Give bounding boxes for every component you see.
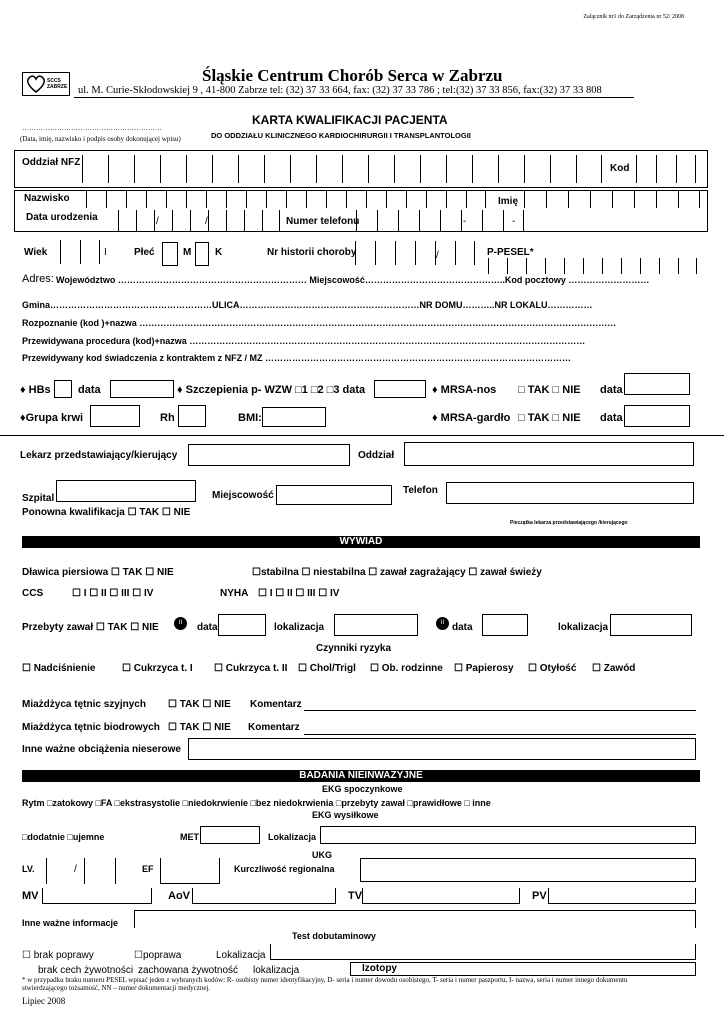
plec-m-box[interactable] — [162, 242, 178, 266]
inne-obciazenia-label: Inne ważne obciążenia nieserowe — [22, 744, 181, 755]
hbs-date-box[interactable] — [110, 380, 174, 398]
logo-text: SCCS ZABRZE — [47, 78, 68, 90]
miazdzyca-szyjnych-label: Miażdżyca tętnic szyjnych — [22, 699, 146, 710]
ekg-lokalizacja-box[interactable] — [320, 826, 696, 844]
hospital-logo — [22, 72, 70, 96]
ponowna-kwalifikacja[interactable]: Ponowna kwalifikacja ☐ TAK ☐ NIE — [22, 507, 191, 518]
ukg-label: UKG — [312, 850, 332, 860]
institution-address: ul. M. Curie-Skłodowskiej 9 , 41-800 Zabrze tel: (32) 37 33 664, fax: (32) 37 33 786 ; tel:(32) 37 33 856, fax:(32) 37 33 808 — [78, 85, 602, 96]
risk-nadcisnienie[interactable]: ☐ Nadciśnienie — [22, 663, 96, 674]
form-title: KARTA KWALIFIKACJI PACJENTA — [252, 113, 448, 127]
badania-header: BADANIA NIEINWAZYJNE — [22, 770, 700, 782]
mrsa-nos-options[interactable]: □ TAK □ NIE — [518, 384, 581, 396]
inne-informacje-box[interactable] — [134, 910, 696, 928]
mrsa-nos-date-box[interactable] — [624, 373, 690, 395]
ekg-wysilkowe-label: EKG wysiłkowe — [312, 810, 379, 820]
pesel-cells[interactable] — [488, 258, 700, 274]
plec-label: Płeć — [134, 247, 155, 258]
ccs-label: CCS — [22, 588, 44, 599]
mrsa-gardlo-date-box[interactable] — [624, 405, 690, 427]
imie-label: Imię — [498, 196, 519, 207]
oddzial-label: Oddział — [358, 450, 395, 461]
izotopy-label: Izotopy — [362, 963, 397, 974]
imie-cells[interactable] — [524, 190, 700, 208]
komentarz-line-2[interactable] — [304, 734, 696, 735]
czynniki-ryzyka: Czynniki ryzyka — [316, 643, 392, 654]
lekarz-label: Lekarz przedstawiający/kierujący — [20, 450, 178, 461]
szczepienia-label: ♦ Szczepienia p- WZW □1 □2 □3 data — [177, 384, 366, 396]
miejscowosc-box[interactable] — [276, 485, 392, 505]
zawal2-date-box[interactable] — [482, 614, 528, 636]
mrsa-gardlo-data-label: data — [600, 412, 623, 424]
k-label: K — [215, 247, 223, 258]
zawal-lokalizacja-label: lokalizacja — [274, 622, 325, 633]
lv-cells[interactable] — [46, 858, 116, 884]
data-urodzenia-label: Data urodzenia — [26, 212, 98, 223]
brak-poprawy[interactable]: ☐ brak poprawy — [22, 950, 94, 961]
hbs-label: ♦ HBs — [20, 384, 51, 396]
risk-chol[interactable]: ☐ Chol/Trigl — [298, 663, 356, 674]
mrsa-gardlo-options[interactable]: □ TAK □ NIE — [518, 412, 581, 424]
zawal-lokalizacja-box[interactable] — [334, 614, 418, 636]
dobutamina-lokalizacja-label: Lokalizacja — [216, 950, 266, 961]
hbs-data-label: data — [78, 384, 101, 396]
pv-box[interactable] — [548, 888, 696, 904]
pv-label: PV — [532, 890, 547, 902]
kurczliwosc-label: Kurczliwość regionalna — [234, 864, 335, 874]
szpital-label: Szpital — [22, 493, 55, 504]
dlawica-type[interactable]: ☐stabilna ☐ niestabilna ☐ zawał zagrażający ☐ zawał świeży — [252, 567, 542, 578]
nr-historii-cells[interactable] — [355, 241, 475, 265]
bmi-box[interactable] — [262, 407, 326, 427]
poprawa[interactable]: ☐poprawa — [134, 950, 182, 961]
adres-label: Adres: — [22, 273, 54, 285]
mrsa-gardlo-label: ♦ MRSA-gardło — [432, 412, 511, 424]
risk-cukrzyca-1[interactable]: ☐ Cukrzyca t. I — [122, 663, 193, 674]
kod-swiadczenia-line[interactable]: Przewidywany kod świadczenia z kontraktem z NFZ / MZ ………………………………………………………………………………………… — [22, 353, 572, 363]
wiek-label: Wiek — [24, 247, 48, 258]
rytm-options[interactable]: Rytm □zatokowy □FA □ekstrasystolie □niedokrwienie □bez niedokrwienia □przebyty zawał □prawidłowe □ inne — [22, 798, 491, 808]
address-line-1[interactable]: Województwo ……………………………………………………… Miejscowość………………………………………..Kod pocztowy ……………………… — [56, 275, 650, 285]
ppesel-label: P-PESEL* — [487, 247, 534, 258]
dobutamina-lokalizacja-box[interactable] — [270, 944, 696, 960]
miejscowosc-label: Miejscowość — [212, 490, 274, 501]
lekarz-box[interactable] — [188, 444, 350, 466]
attachment-note: Załącznik nr1 do Zarządzenia nr 52/ 2008 — [583, 14, 684, 20]
zawal-date-box[interactable] — [218, 614, 266, 636]
nr-historii-label: Nr historii choroby — [267, 247, 357, 258]
ef-label: EF — [142, 864, 154, 874]
test-dobutaminowy-label: Test dobutaminowy — [292, 931, 376, 941]
tv-box[interactable] — [362, 888, 520, 904]
telefon-box[interactable] — [446, 482, 694, 504]
met-box[interactable] — [200, 826, 260, 844]
zawal2-data-label: data — [452, 622, 473, 633]
telefon-label: Telefon — [403, 485, 438, 496]
form-subtitle: DO ODDZIAŁU KLINICZNEGO KARDIOCHIRURGII I TRANSPLANTOLOGII — [211, 131, 471, 140]
rh-box[interactable] — [178, 405, 206, 427]
lv-label: LV. — [22, 864, 35, 874]
komentarz-label-2: Komentarz — [248, 722, 300, 733]
mv-label: MV — [22, 890, 39, 902]
met-label: MET — [180, 832, 199, 842]
mrsa-nos-label: ♦ MRSA-nos — [432, 384, 497, 396]
institution-name: Śląskie Centrum Chorób Serca w Zabrzu — [202, 66, 503, 85]
bmi-label: BMI: — [238, 412, 262, 424]
procedura-line[interactable]: Przewidywana procedura (kod)+nazwa …………………………………………………………………………………………………………………… — [22, 336, 586, 346]
heart-icon — [25, 74, 47, 94]
izotopy-lokalizacja-label: lokalizacja — [253, 965, 300, 976]
hbs-box[interactable] — [54, 380, 72, 398]
m-label: M — [183, 247, 192, 258]
address-line-2[interactable]: Gmina………………………………………………ULICA……………………………………………………NR DOMU………..NR LOKALU…………… — [22, 300, 593, 310]
wywiad-header: WYWIAD — [22, 536, 700, 548]
inne-obciazenia-box[interactable] — [188, 738, 696, 760]
izotopy-box[interactable] — [350, 962, 696, 976]
oddzial-box[interactable] — [404, 442, 694, 466]
footnote: * w przypadku braku numeru PESEL wpisać jeden z wybranych kodów: R- osobisty numer identyfikacyjny, D- seria i numer dowodu osobistego, T- seria i numer paszportu, I- nazwa, seria i numer innego dokumentu stwierdzającego tożsamość, NN – numer dokumentacji medycznej. — [22, 976, 628, 992]
numer-telefonu-label: Numer telefonu — [286, 216, 360, 227]
rozpoznanie-line[interactable]: Rozpoznanie (kod )+nazwa …………………………………………………………………………………………………………………………………………… — [22, 318, 617, 328]
ccs-options[interactable]: ☐ I ☐ II ☐ III ☐ IV — [72, 588, 154, 599]
miazdzyca-biodrowych-options[interactable]: ☐ TAK ☐ NIE — [168, 722, 231, 733]
szczepienia-date-box[interactable] — [374, 380, 426, 398]
birth-date-cells[interactable] — [118, 210, 280, 232]
stamp-label: Pieczątka lekarza przedstawiającego /kierującego — [510, 520, 628, 526]
signature-label: (Data, imię, nazwisko i podpis osoby dokonującej wpisu) — [20, 135, 181, 143]
przebyty-zawal[interactable]: Przebyty zawał ☐ TAK ☐ NIE — [22, 622, 159, 633]
zawal2-lokalizacja-box[interactable] — [610, 614, 692, 636]
form-date: Lipiec 2008 — [22, 996, 66, 1006]
inne-informacje-label: Inne ważne informacje — [22, 918, 119, 928]
komentarz-label-1: Komentarz — [250, 699, 302, 710]
risk-papierosy[interactable]: ☐ Papierosy — [454, 663, 514, 674]
ef-box[interactable] — [160, 858, 220, 884]
divider — [0, 435, 724, 436]
nazwisko-label: Nazwisko — [24, 193, 70, 204]
risk-cukrzyca-2[interactable]: ☐ Cukrzyca t. II — [214, 663, 288, 674]
aov-label: AoV — [168, 890, 190, 902]
risk-zawod[interactable]: ☐ Zawód — [592, 663, 636, 674]
oddzial-nfz-cells[interactable] — [82, 155, 602, 183]
risk-ob-rodzinne[interactable]: ☐ Ob. rodzinne — [370, 663, 443, 674]
komentarz-line-1[interactable] — [304, 710, 696, 711]
oddzial-nfz-label: Oddział NFZ — [22, 157, 81, 168]
kod-label: Kod — [610, 163, 630, 174]
kod-cells[interactable] — [636, 155, 696, 183]
aov-box[interactable] — [192, 888, 336, 904]
nyha-options[interactable]: ☐ I ☐ II ☐ III ☐ IV — [258, 588, 340, 599]
ekg-spoczynkowe-label: EKG spoczynkowe — [322, 784, 403, 794]
zachowana-zywotnosc[interactable]: zachowana żywotność — [138, 965, 239, 976]
szpital-box[interactable] — [56, 480, 196, 502]
ekg-wysilkowe-options[interactable]: □dodatnie □ujemne — [22, 832, 105, 842]
nyha-label: NYHA — [220, 588, 249, 599]
zawal-data-label: data — [197, 622, 218, 633]
grupa-krwi-box[interactable] — [90, 405, 140, 427]
wiek-cells[interactable] — [60, 240, 100, 264]
mv-box[interactable] — [42, 888, 152, 904]
risk-otylosc[interactable]: ☐ Otyłość — [528, 663, 577, 674]
zawal2-lokalizacja-label: lokalizacja — [558, 622, 609, 633]
nazwisko-cells[interactable] — [86, 190, 486, 208]
circle-marker: II — [174, 617, 187, 630]
dlawica[interactable]: Dławica piersiowa ☐ TAK ☐ NIE — [22, 567, 174, 578]
grupa-krwi-label: ♦Grupa krwi — [20, 412, 84, 424]
phone-cells[interactable] — [356, 210, 524, 232]
kurczliwosc-box[interactable] — [360, 858, 696, 882]
signature-line: …………………………………………………… — [22, 125, 162, 132]
mrsa-nos-data-label: data — [600, 384, 623, 396]
rh-label: Rh — [160, 412, 175, 424]
miazdzyca-biodrowych-label: Miażdżyca tętnic biodrowych — [22, 722, 160, 733]
miazdzyca-szyjnych-options[interactable]: ☐ TAK ☐ NIE — [168, 699, 231, 710]
ekg-lokalizacja-label: Lokalizacja — [268, 832, 317, 842]
brak-cech-zywotnosci[interactable]: brak cech żywotności — [38, 965, 134, 976]
plec-k-box[interactable] — [195, 242, 209, 266]
circle-marker-2: II — [436, 617, 449, 630]
tv-label: TV — [348, 890, 363, 902]
